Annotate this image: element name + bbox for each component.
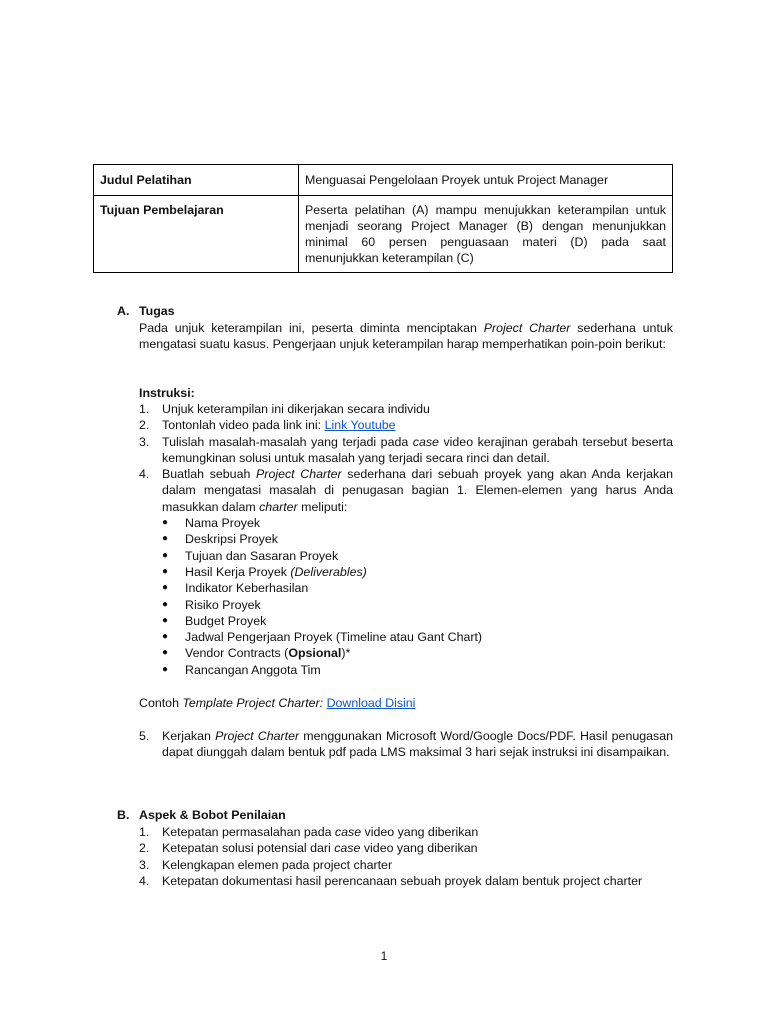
list-text: video yang diberikan: [361, 825, 479, 839]
bullet-icon: ●: [162, 565, 169, 577]
bullet-icon: ●: [162, 631, 169, 643]
contoh-italic: Template Project Charter:: [182, 696, 324, 710]
bullet-text: Indikator Keberhasilan: [185, 581, 309, 596]
bullet-item: [162, 548, 673, 564]
list-number: 5.: [139, 729, 150, 743]
table-key-judul: Judul Pelatihan: [94, 165, 299, 196]
bullet-item: [162, 597, 673, 613]
penilaian-list: [139, 824, 673, 889]
list-text: video kerajinan gerabah tersebut beserta kemungkinan solusi untuk masalah yang terjadi secara rinci dan detail.: [162, 434, 673, 465]
table-row: [94, 196, 673, 273]
list-item: [139, 466, 673, 678]
section-a-letter: A.: [117, 304, 130, 318]
instruksi-list-continued: [139, 728, 673, 761]
bullet-item: [162, 580, 673, 596]
list-item: [139, 401, 673, 417]
contoh-text: Contoh: [139, 696, 183, 710]
contoh-template-line: [139, 695, 673, 711]
bullet-italic: (Deliverables): [290, 564, 367, 579]
list-number: 4.: [139, 873, 150, 888]
list-text: Kerjakan: [162, 729, 216, 743]
instruksi-label: Instruksi:: [139, 386, 195, 400]
list-text: Ketepatan dokumentasi hasil perencanaan sebuah proyek dalam bentuk project charter: [162, 873, 643, 888]
list-text: Tulislah masalah-masalah yang terjadi pada: [162, 434, 413, 449]
bullet-icon: ●: [162, 533, 169, 545]
bullet-icon: ●: [162, 663, 169, 675]
bullet-item: [162, 564, 673, 580]
list-text: menggunakan Microsoft Word/Google Docs/PDF. Hasil penugasan dapat diunggah dalam bentuk pdf pada LMS maksimal 3 hari sejak instruksi ini disampaikan.: [162, 729, 673, 760]
bullet-bold: Opsional: [288, 646, 342, 661]
list-item: [139, 728, 673, 761]
bullet-icon: ●: [162, 647, 169, 659]
list-italic: case: [334, 825, 362, 839]
bullet-item: [162, 515, 673, 531]
bullet-text: Budget Proyek: [185, 613, 267, 628]
list-number: 1.: [139, 825, 150, 839]
list-text: meliputi:: [297, 499, 348, 514]
list-number: 3.: [139, 857, 150, 872]
bullet-text: Jadwal Pengerjaan Proyek (Timeline atau Gant Chart): [185, 630, 483, 645]
section-a-intro: [139, 320, 673, 353]
table-value-judul: Menguasai Pengelolaan Proyek untuk Project Manager: [299, 165, 673, 196]
section-b-title: Aspek & Bobot Penilaian: [139, 808, 286, 822]
list-number: 4.: [139, 467, 150, 482]
bullet-icon: ●: [162, 517, 169, 529]
bullet-item: [162, 645, 673, 661]
list-item: [139, 857, 673, 873]
list-text: Kelengkapan elemen pada project charter: [162, 857, 393, 872]
bullet-icon: ●: [162, 598, 169, 610]
bullet-icon: ●: [162, 549, 169, 561]
list-item: [139, 873, 673, 889]
list-number: 3.: [139, 434, 150, 449]
list-number: 1.: [139, 402, 150, 416]
bullet-item: [162, 531, 673, 547]
bullet-text: Nama Proyek: [185, 516, 261, 531]
table-row: [94, 165, 673, 196]
download-link[interactable]: Download Disini: [326, 696, 416, 710]
list-text: sederhana dari sebuah proyek yang akan Anda kerjakan dalam mengatasi masalah di penugasan bagian 1. Elemen-elemen yang harus Anda masukkan dalam: [162, 467, 673, 514]
bullet-text: Deskripsi Proyek: [185, 532, 278, 547]
list-italic: charter: [259, 499, 298, 514]
bullet-text: Risiko Proyek: [185, 597, 261, 612]
bullet-icon: ●: [162, 614, 169, 626]
list-number: 2.: [139, 418, 150, 433]
list-text: Ketepatan permasalahan pada: [162, 825, 335, 839]
page-number: 1: [380, 949, 388, 963]
intro-text-end: sederhana untuk mengatasi suatu kasus. Pengerjaan unjuk keterampilan harap memperhatikan poin-poin berikut:: [139, 321, 673, 352]
intro-text: Pada unjuk keterampilan ini, peserta diminta menciptakan: [139, 321, 484, 335]
bullet-icon: ●: [162, 582, 169, 594]
list-text: Buatlah sebuah: [162, 467, 257, 482]
table-key-tujuan: Tujuan Pembelajaran: [94, 196, 299, 273]
section-b-letter: B.: [117, 808, 130, 822]
section-b-heading: [117, 807, 286, 823]
bullet-item: [162, 613, 673, 629]
bullet-text: Hasil Kerja Proyek: [185, 564, 291, 579]
section-a-title: Tugas: [139, 304, 175, 318]
intro-italic: Project Charter: [483, 321, 571, 335]
youtube-link[interactable]: Link Youtube: [324, 418, 396, 433]
list-item: [139, 840, 673, 856]
list-text: Tontonlah video pada link ini:: [162, 418, 325, 433]
list-italic: case: [412, 434, 439, 449]
training-info-table: [93, 164, 673, 273]
list-italic: case: [334, 841, 361, 856]
list-italic: Project Charter: [215, 729, 300, 743]
list-text: Ketepatan solusi potensial dari: [162, 841, 335, 856]
list-text: video yang diberikan: [360, 841, 478, 856]
section-a-heading: [117, 303, 175, 319]
list-text: Unjuk keterampilan ini dikerjakan secara individu: [162, 402, 430, 416]
bullet-text: Vendor Contracts (: [185, 646, 289, 661]
charter-elements-list: [162, 515, 673, 678]
bullet-text: Tujuan dan Sasaran Proyek: [185, 548, 339, 563]
table-value-tujuan: Peserta pelatihan (A) mampu menujukkan keterampilan untuk menjadi seorang Project Manager (B) dengan menunjukkan minimal 60 persen penguasaan materi (D) pada saat menunjukkan keterampilan (C): [299, 196, 673, 273]
list-item: [139, 824, 673, 840]
list-item: [139, 434, 673, 467]
list-number: 2.: [139, 841, 150, 856]
list-item: [139, 417, 673, 433]
instruksi-list: [139, 401, 673, 678]
bullet-text: )*: [341, 646, 351, 661]
bullet-text: Rancangan Anggota Tim: [185, 662, 321, 677]
bullet-item: [162, 629, 673, 645]
bullet-item: [162, 662, 673, 678]
list-italic: Project Charter: [256, 467, 342, 482]
